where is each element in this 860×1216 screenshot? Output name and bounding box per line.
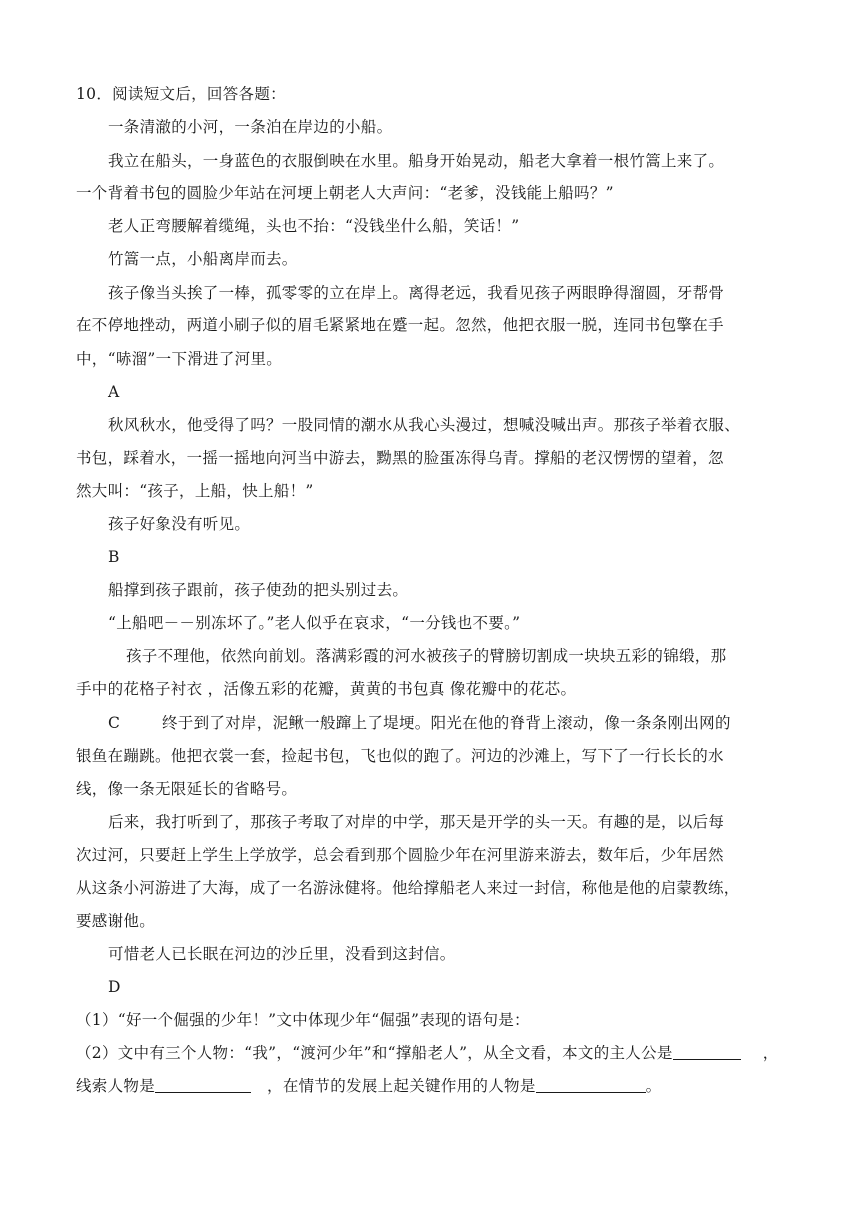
passage-line: 孩子不理他，依然向前划。落满彩霞的河水被孩子的臂膀切割成一块块五彩的锦缎，那 [126,647,727,665]
sub-question-2-text: （2）文中有三个人物：“我”，“渡河少年”和“撑船老人”，从全文看，本文的主人公是 [76,1044,673,1062]
passage-line: 书包，踩着水，一摇一摇地向河当中游去，黝黑的脸蛋冻得乌青。撑船的老汉愣愣的望着，忽 [76,449,724,467]
passage-line: 孩子像当头挨了一棒，孤零零的立在岸上。离得老远，我看见孩子两眼睁得溜圆，牙帮骨 [108,284,725,302]
passage-line: 船撑到孩子跟前，孩子使劲的把头别过去。 [108,581,409,599]
comma: ， [762,1044,779,1062]
sub-question-2-line2 [76,1076,661,1096]
marker-d: D [108,978,121,996]
protagonist-answer-blank[interactable] [673,1044,741,1060]
passage-line: 孩子好象没有听见。 [108,515,251,533]
passage-line: 一个背着书包的圆脸少年站在河埂上朝老人大声问：“老爹，没钱能上船吗？” [76,184,614,202]
question-heading: 10．阅读短文后，回答各题： [76,85,286,103]
passage-line: 从这条小河游进了大海，成了一名游泳健将。他给撑船老人来过一封信，称他是他的启蒙教练， [76,879,740,897]
passage-line: 一条清澈的小河，一条泊在岸边的小船。 [108,118,393,136]
passage-line: 秋风秋水，他受得了吗？一股同情的潮水从我心头漫过，想喊没喊出声。那孩子举着衣服、 [108,416,741,434]
sub-question-1: （1）“好一个倔强的少年！”文中体现少年“倔强”表现的语句是： [76,1011,530,1029]
clue-character-label: 线索人物是 [76,1077,156,1095]
passage-line: 银鱼在蹦跳。他把衣裳一套，捡起书包，飞也似的跑了。河边的沙滩上，写下了一行长长的水 [76,747,724,765]
passage-line: 次过河，只要赶上学生上学放学，总会看到那个圆脸少年在河里游来游去，数年后，少年居然 [76,846,724,864]
passage-line: 线，像一条无限延长的省略号。 [76,780,298,798]
key-character-label: ，在情节的发展上起关键作用的人物是 [267,1077,536,1095]
passage-line: 后来，我打听到了，那孩子考取了对岸的中学，那天是开学的头一天。有趣的是，以后每 [108,813,725,831]
passage-line: “上船吧－－别冻坏了。”老人似乎在哀求，“一分钱也不要。” [108,614,521,632]
key-character-answer-blank[interactable] [536,1077,646,1093]
passage-line: 在不停地挫动，两道小刷子似的眉毛紧紧地在蹙一起。忽然，他把衣服一脱，连同书包擎在手 [76,316,724,334]
clue-character-answer-blank[interactable] [155,1077,251,1093]
passage-line-marker-c: C 终于到了对岸，泥鳅一般蹿上了堤埂。阳光在他的脊背上滚动，像一条条刚出网的 [108,714,731,732]
passage-line: 然大叫：“孩子，上船，快上船！” [76,482,314,500]
sub-question-2-line1 [76,1043,779,1063]
passage-line: 要感谢他。 [76,912,156,930]
period: 。 [645,1077,662,1095]
passage-line: 手中的花格子衬衣 ，活像五彩的花瓣，黄黄的书包真 像花瓣中的花芯。 [76,680,577,698]
marker-a: A [108,383,120,401]
marker-b: B [108,548,120,566]
passage-line: 竹篙一点，小船离岸而去。 [108,250,298,268]
passage-line: 老人正弯腰解着缆绳，头也不抬：“没钱坐什么船，笑话！” [108,217,520,235]
passage-line: 我立在船头，一身蓝色的衣服倒映在水里。船身开始晃动，船老大拿着一根竹篙上来了。 [108,152,725,170]
passage-line: 中，“哧溜”一下滑进了河里。 [76,350,283,368]
passage-line: 可惜老人已长眠在河边的沙丘里，没看到这封信。 [108,945,456,963]
